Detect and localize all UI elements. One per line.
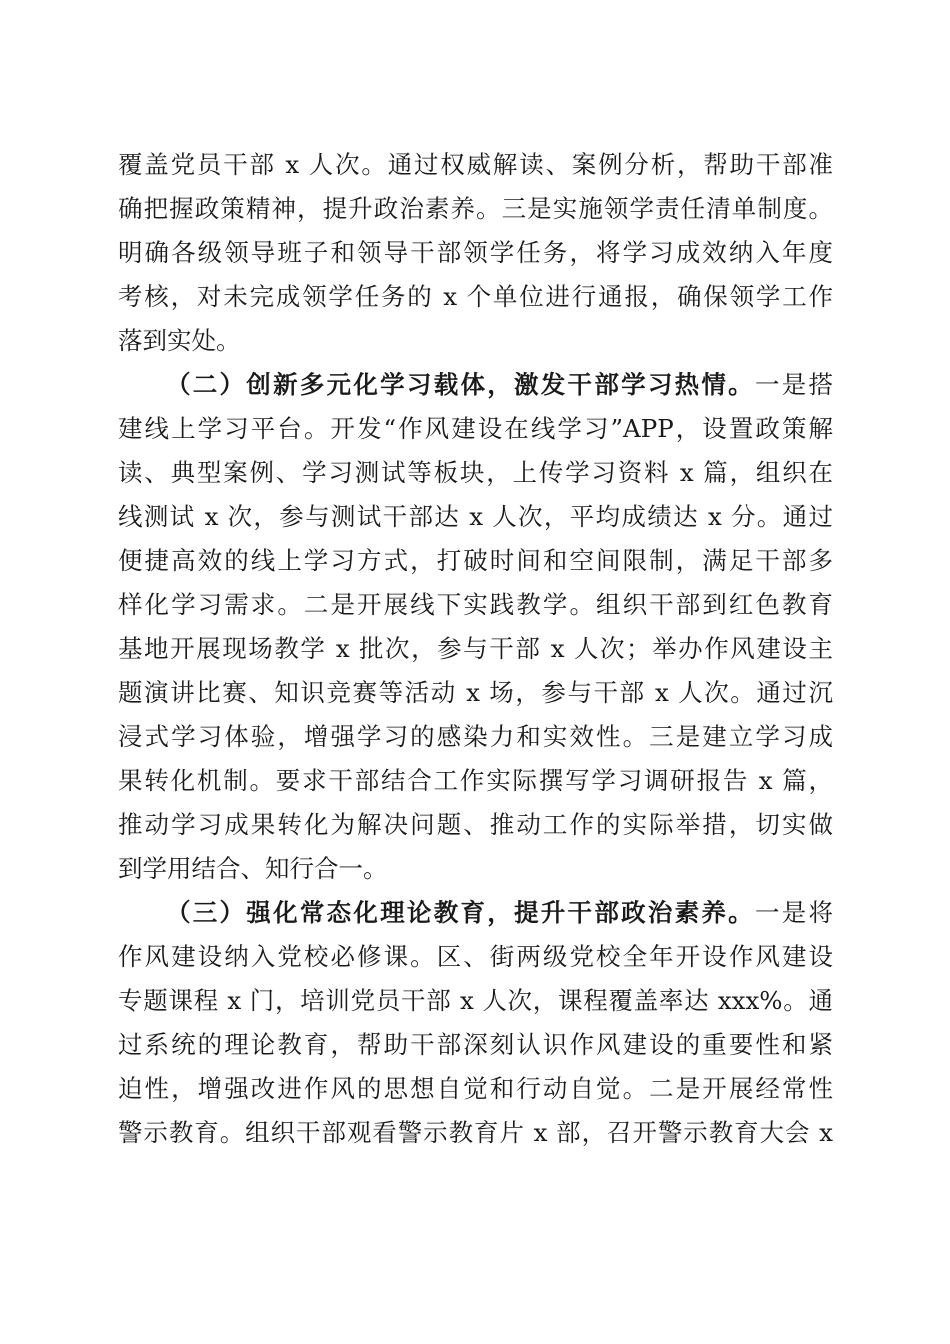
body-line: 读、典型案例、学习测试等板块，上传学习资料 x 篇，组织在: [118, 458, 833, 487]
body-line: 基地开展现场教学 x 批次，参与干部 x 人次；举办作风建设主: [118, 634, 833, 663]
body-line: 确把握政策精神，提升政治素养。三是实施领学责任清单制度。: [118, 194, 833, 223]
section-3-heading: （三）强化常态化理论教育，提升干部政治素养。: [166, 898, 755, 927]
body-line: 到学用结合、知行合一。: [118, 854, 388, 883]
body-line: 果转化机制。要求干部结合工作实际撰写学习调研报告 x 篇，: [118, 766, 833, 795]
section-3-first-line: [166, 898, 833, 928]
body-line: 线测试 x 次，参与测试干部达 x 人次，平均成绩达 x 分。通过: [118, 502, 833, 531]
body-line: 建线上学习平台。开发“作风建设在线学习”APP，设置政策解: [118, 414, 833, 443]
body-line: 推动学习成果转化为解决问题、推动工作的实际举措，切实做: [118, 810, 833, 839]
body-line: 落到实处。: [118, 326, 241, 355]
body-line: 明确各级领导班子和领导干部领学任务，将学习成效纳入年度: [118, 238, 833, 267]
body-line: 考核，对未完成领学任务的 x 个单位进行通报，确保领学工作: [118, 282, 833, 311]
body-line: 警示教育。组织干部观看警示教育片 x 部，召开警示教育大会 x: [118, 1118, 833, 1147]
body-line: 迫性，增强改进作风的思想自觉和行动自觉。二是开展经常性: [118, 1074, 833, 1103]
body-line: 专题课程 x 门，培训党员干部 x 人次，课程覆盖率达 xxx%。通: [118, 986, 833, 1015]
section-2-first-line: [166, 370, 833, 400]
body-line: 过系统的理论教育，帮助干部深刻认识作风建设的重要性和紧: [118, 1030, 833, 1059]
body-line: 覆盖党员干部 x 人次。通过权威解读、案例分析，帮助干部准: [118, 150, 833, 179]
section-3-heading-tail: 一是将: [754, 898, 834, 927]
body-line: 便捷高效的线上学习方式，打破时间和空间限制，满足干部多: [118, 546, 833, 575]
section-2-heading: （二）创新多元化学习载体，激发干部学习热情。: [166, 370, 755, 399]
body-line: 浸式学习体验，增强学习的感染力和实效性。三是建立学习成: [118, 722, 833, 751]
body-line: 样化学习需求。二是开展线下实践教学。组织干部到红色教育: [118, 590, 833, 619]
body-line: 作风建设纳入党校必修课。区、街两级党校全年开设作风建设: [118, 942, 833, 971]
section-2-heading-tail: 一是搭: [754, 370, 834, 399]
body-line: 题演讲比赛、知识竞赛等活动 x 场，参与干部 x 人次。通过沉: [118, 678, 833, 707]
